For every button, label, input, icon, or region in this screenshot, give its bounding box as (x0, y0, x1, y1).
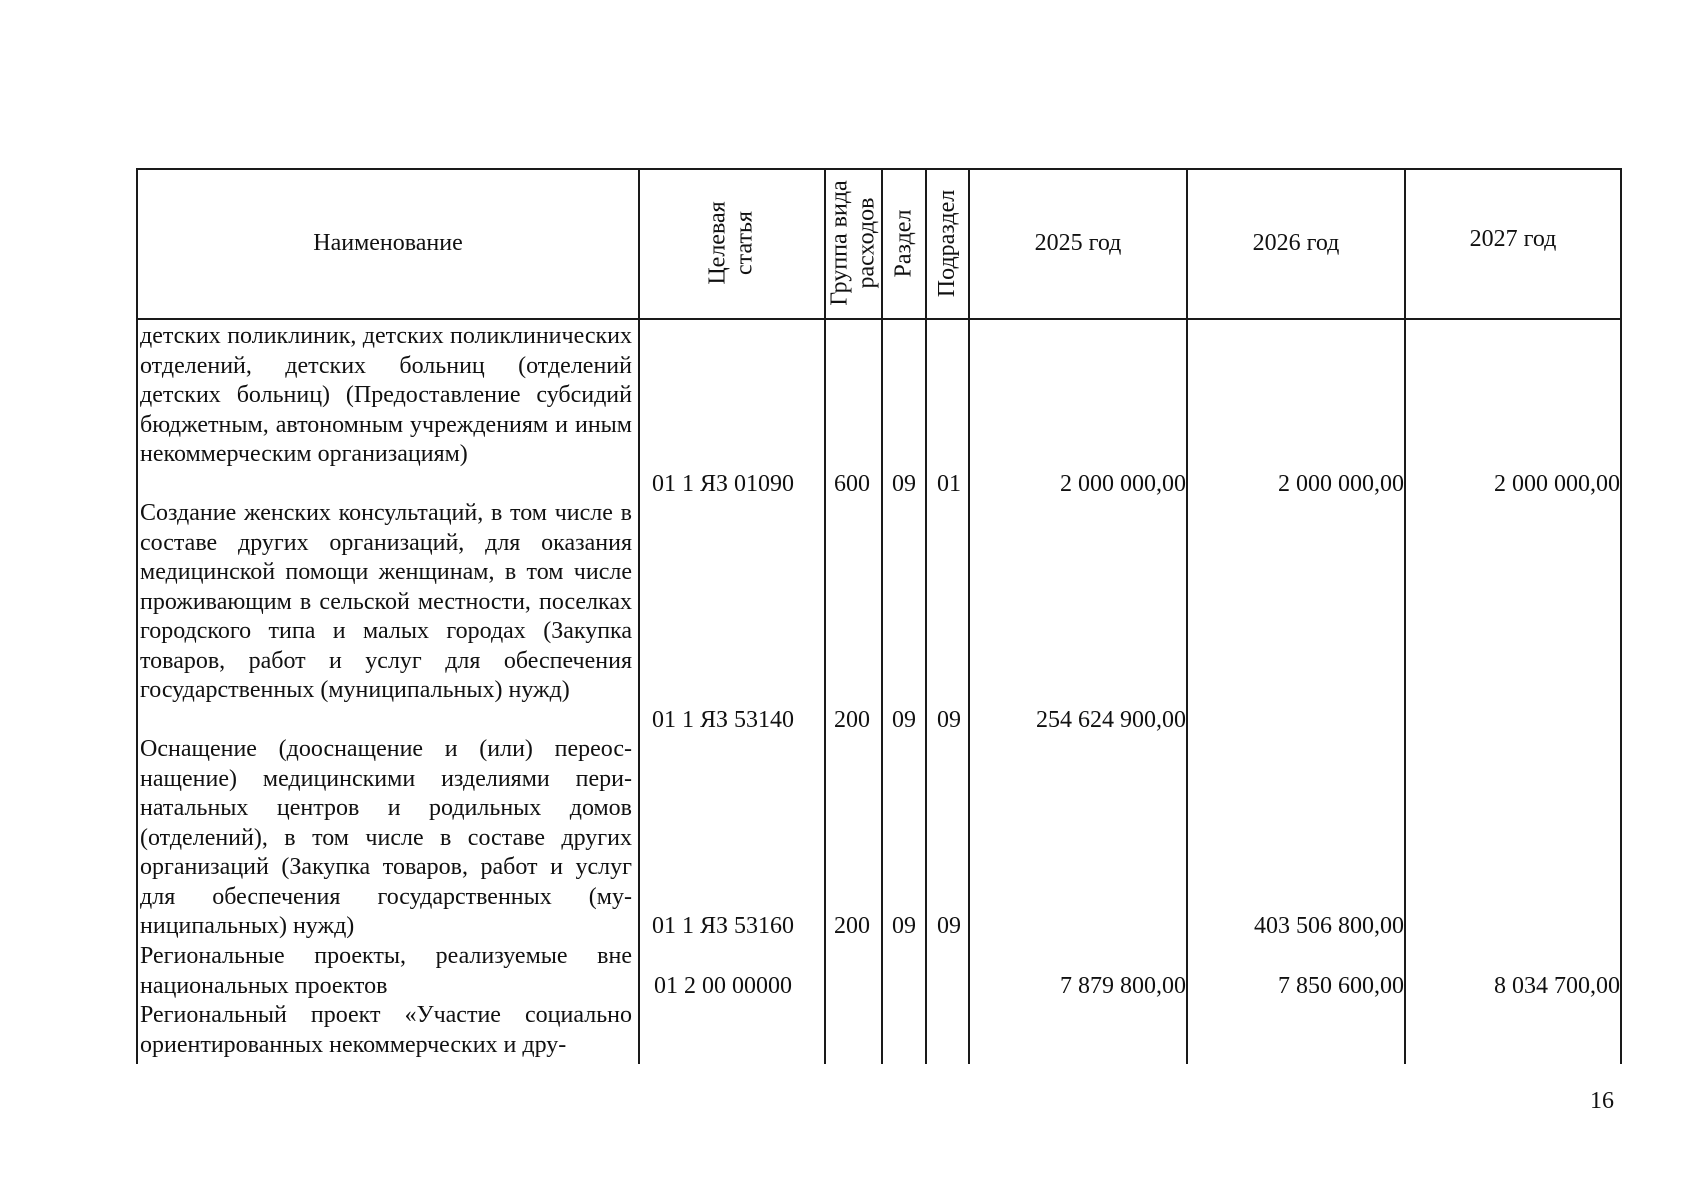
row-amount-2025: 7 879 800,00 (1060, 973, 1186, 999)
header-2025 (970, 168, 1186, 318)
col-border (1620, 168, 1622, 1064)
header-name (138, 168, 638, 318)
header-subsection (927, 168, 968, 318)
row-subsection: 09 (937, 707, 961, 733)
row-amount-2025: 2 000 000,00 (1060, 471, 1186, 497)
header-subsection-text: Подраздел (934, 189, 961, 297)
row-section: 09 (892, 471, 916, 497)
header-2027 (1406, 164, 1620, 314)
row-name: Создание женских консультаций, в том числе в составе других организаций, для оказания медицинской помощи женщинам, в том числе проживающим в сельской местности, поселках городского типа и малых городах (Закупка товаров, работ и услуг для обеспечения государственных (муниципальных) нужд) (140, 500, 632, 703)
header-2026-text: 2026 год (1252, 229, 1340, 256)
row-amount-2026: 2 000 000,00 (1278, 471, 1404, 497)
budget-table (136, 168, 1622, 1064)
header-group-line1: Группа вида (826, 180, 853, 306)
header-target-article (640, 168, 824, 318)
row-target-code: 01 2 00 00000 (654, 973, 792, 999)
row-target-code: 01 1 ЯЗ 01090 (651, 471, 795, 497)
header-section-text: Раздел (890, 209, 917, 277)
row-name: Оснащение (дооснащение и (или) переоснащение) медицинскими изделиями перинатальных центров и родильных домов (отделений), в том числе в составе других организаций (Закупка товаров, работ и услуг для обеспечения государственных (муниципальных) нужд) (140, 736, 632, 939)
row-section: 09 (892, 913, 916, 939)
header-2026 (1188, 168, 1404, 318)
page-number: 16 (1590, 1088, 1614, 1114)
row-name: Региональные проекты, реализуемые вне национальных проектов (140, 943, 632, 999)
header-bottom-border (136, 318, 1622, 320)
header-name-text: Наименование (313, 229, 463, 256)
row-target-code: 01 1 ЯЗ 53140 (651, 707, 795, 733)
row-expense-group: 600 (834, 471, 870, 497)
row-section: 09 (892, 707, 916, 733)
header-section (883, 168, 925, 318)
header-target-line2: статья (731, 211, 758, 275)
row-expense-group: 200 (834, 707, 870, 733)
row-amount-2027: 8 034 700,00 (1494, 973, 1620, 999)
header-2025-text: 2025 год (1034, 229, 1122, 256)
header-expense-group (826, 168, 881, 318)
row-subsection: 01 (937, 471, 961, 497)
row-amount-2026: 403 506 800,00 (1254, 913, 1404, 939)
header-group-line2: расходов (853, 197, 880, 289)
row-amount-2026: 7 850 600,00 (1278, 973, 1404, 999)
header-2027-text: 2027 год (1469, 225, 1557, 252)
row-target-code: 01 1 ЯЗ 53160 (651, 913, 795, 939)
row-name: детских поликлиник, детских поликлинических отделений, детских больниц (отделений детских больниц) (Предоставление субсидий бюджетным, автономным учреждениям и иным некоммерческим организациям) (140, 323, 632, 467)
row-expense-group: 200 (834, 913, 870, 939)
header-target-line1: Целевая (704, 201, 731, 285)
row-name: Региональный проект «Участие социально ориентированных некоммерческих и дру- (140, 1002, 632, 1058)
row-amount-2025: 254 624 900,00 (1036, 707, 1186, 733)
row-amount-2027: 2 000 000,00 (1494, 471, 1620, 497)
row-subsection: 09 (937, 913, 961, 939)
